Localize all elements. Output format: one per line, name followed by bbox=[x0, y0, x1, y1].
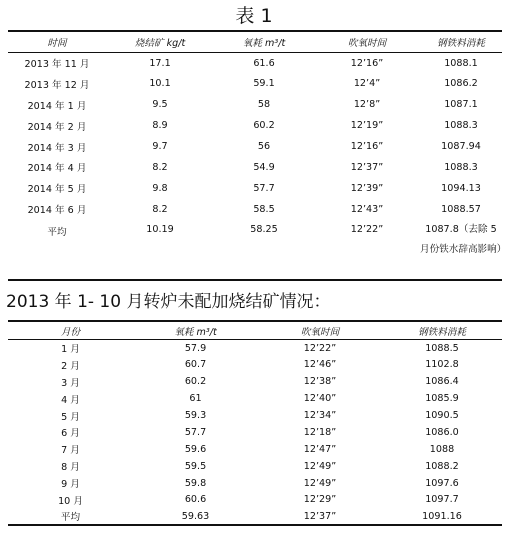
table2-average-row bbox=[8, 508, 502, 525]
table1-cell: 12’4” bbox=[353, 78, 381, 90]
table1-cell: 12’19” bbox=[350, 120, 384, 132]
table1-row bbox=[8, 94, 502, 115]
table2-cell: 1085.9 bbox=[425, 393, 459, 405]
table2-cell: 12’49” bbox=[303, 460, 337, 472]
table1-cell: 2013 年 12 月 bbox=[24, 79, 90, 91]
table1-cell: 1088.3 bbox=[444, 120, 478, 132]
table1-cell: 1088.3 bbox=[444, 161, 478, 173]
table1-cell: 58 bbox=[257, 99, 271, 111]
table1-cell: 1086.2 bbox=[444, 78, 478, 90]
table1-cell: 2014 年 3 月 bbox=[27, 142, 87, 154]
table1-cell: 54.9 bbox=[253, 161, 275, 173]
table2-cell: 60.2 bbox=[184, 376, 207, 388]
table2-row bbox=[8, 390, 502, 407]
table1-row bbox=[8, 53, 502, 74]
table1-cell: 9.8 bbox=[152, 182, 168, 194]
table2-cell: 59.6 bbox=[184, 443, 207, 455]
table1-row bbox=[8, 157, 502, 178]
table1-cell: 9.5 bbox=[152, 99, 168, 111]
table1-header-row bbox=[8, 31, 502, 53]
table1-cell: 12’8” bbox=[353, 99, 381, 111]
table1-cell: 1088.57 bbox=[441, 203, 481, 215]
table1-average-cell: 10.19 bbox=[106, 220, 214, 280]
table1-header-cell: 时间 bbox=[8, 31, 106, 53]
table2-cell: 6 月 bbox=[61, 428, 80, 440]
table2-cell: 12’29” bbox=[303, 494, 337, 506]
table1-cell: 10.1 bbox=[149, 78, 171, 90]
table2-header-cell: 钢铁料消耗 bbox=[382, 321, 502, 340]
table2-cell: 12’34” bbox=[303, 410, 337, 421]
table1-row bbox=[8, 136, 502, 157]
table2-cell: 12’46” bbox=[303, 359, 337, 371]
table2-cell: 4 月 bbox=[61, 394, 80, 406]
table2-header-cell: 月份 bbox=[8, 321, 133, 340]
table1-header-cell: 烧结矿 kg/t bbox=[106, 31, 214, 53]
table1-cell: 56 bbox=[257, 141, 271, 152]
table2-header-row bbox=[8, 321, 502, 340]
table1-cell: 1087.94 bbox=[441, 141, 481, 152]
table2-cell: 59.3 bbox=[184, 410, 207, 421]
table2-cell: 1097.6 bbox=[425, 477, 459, 489]
table2-cell: 57.7 bbox=[184, 426, 207, 438]
table1-cell: 17.1 bbox=[149, 57, 171, 69]
table1-cell: 59.1 bbox=[253, 78, 275, 90]
table2-cell: 12’49” bbox=[303, 477, 337, 489]
table1-header-cell: 吹氧时间 bbox=[314, 31, 420, 53]
table2-cell: 1088.5 bbox=[425, 342, 459, 354]
table1-average-row bbox=[8, 220, 502, 280]
table1-average-cell: 1087.8（去除 5 月份铁水辞高影响） bbox=[420, 220, 502, 280]
table1-row bbox=[8, 199, 502, 220]
table1-cell: 2013 年 11 月 bbox=[24, 59, 90, 71]
table2-cell: 2 月 bbox=[61, 360, 80, 372]
table2-row bbox=[8, 441, 502, 458]
table2-cell: 12’18” bbox=[303, 426, 337, 438]
table2-cell: 8 月 bbox=[61, 462, 80, 474]
table2-cell: 1086.4 bbox=[425, 376, 459, 388]
table1-cell: 8.2 bbox=[152, 161, 168, 173]
table2-row bbox=[8, 475, 502, 492]
table2-row bbox=[8, 340, 502, 357]
table2-row bbox=[8, 407, 502, 424]
table2-cell: 59.5 bbox=[184, 460, 207, 472]
table2-row bbox=[8, 356, 502, 373]
table2-average-cell: 59.63 bbox=[133, 508, 258, 525]
table1-average-cell: 58.25 bbox=[214, 220, 314, 280]
table1-cell: 2014 年 4 月 bbox=[27, 163, 87, 175]
table2-cell: 1088 bbox=[429, 443, 455, 455]
table1-body bbox=[8, 53, 507, 280]
table1-cell: 9.7 bbox=[152, 141, 168, 152]
table2-body bbox=[8, 340, 502, 526]
table2-cell: 1097.7 bbox=[425, 494, 459, 506]
table1-cell: 2014 年 2 月 bbox=[27, 121, 87, 133]
table2-cell: 12’40” bbox=[303, 393, 337, 405]
table2-cell: 12’38” bbox=[303, 376, 337, 388]
table2-cell: 60.6 bbox=[184, 494, 207, 506]
table1-row bbox=[8, 115, 502, 136]
table2-cell: 5 月 bbox=[61, 411, 80, 423]
table1-cell: 58.5 bbox=[253, 203, 275, 215]
table2-header-cell: 氧耗 m³/t bbox=[133, 321, 258, 340]
table2-cell: 1090.5 bbox=[425, 410, 459, 421]
table1-cell: 12’16” bbox=[350, 57, 384, 69]
table1-header-cell: 氧耗 m³/t bbox=[214, 31, 314, 53]
table2-average-cell: 平均 bbox=[8, 508, 133, 525]
table2-cell: 7 月 bbox=[61, 445, 80, 457]
table2-header-cell: 吹氧时间 bbox=[258, 321, 382, 340]
table1-cell: 12’43” bbox=[350, 203, 384, 215]
table2-cell: 1088.2 bbox=[425, 460, 459, 472]
table2-cell: 1 月 bbox=[61, 344, 80, 356]
table1-average-cell: 12’22” bbox=[314, 220, 420, 280]
table1-row bbox=[8, 178, 502, 199]
table1-cell: 12’39” bbox=[350, 182, 384, 194]
table2-row bbox=[8, 458, 502, 475]
table1-cell: 60.2 bbox=[253, 120, 275, 132]
table2 bbox=[8, 320, 502, 526]
table2-average-cell: 1091.16 bbox=[382, 508, 502, 525]
table2-cell: 61 bbox=[189, 393, 202, 405]
table2-row bbox=[8, 373, 502, 390]
table1-cell: 12’16” bbox=[350, 141, 384, 152]
table1-row bbox=[8, 73, 502, 94]
table2-row bbox=[8, 492, 502, 509]
table2-cell: 12’22” bbox=[303, 342, 337, 354]
table1-title: 表 1 bbox=[235, 5, 273, 27]
table2-cell: 60.7 bbox=[184, 359, 207, 371]
table1-cell: 61.6 bbox=[253, 57, 275, 69]
table2-title: 2013 年 1- 10 月转炉未配加烧结矿情况： bbox=[6, 292, 331, 312]
table2-cell: 1102.8 bbox=[425, 359, 459, 371]
table1 bbox=[8, 30, 507, 281]
table1-cell: 57.7 bbox=[253, 182, 275, 194]
table1-cell: 1088.1 bbox=[444, 57, 478, 69]
table2-average-cell: 12’37” bbox=[258, 508, 382, 525]
table1-header-cell: 钢铁料消耗 bbox=[420, 31, 502, 53]
table1-cell: 2014 年 5 月 bbox=[27, 184, 87, 196]
table1-cell: 8.9 bbox=[152, 120, 168, 132]
table2-cell: 59.8 bbox=[184, 477, 207, 489]
table1-cell: 2014 年 6 月 bbox=[27, 205, 87, 217]
table2-row bbox=[8, 424, 502, 441]
table2-cell: 9 月 bbox=[61, 479, 80, 491]
table1-cell: 8.2 bbox=[152, 203, 168, 215]
table2-cell: 12’47” bbox=[303, 443, 337, 455]
table1-cell: 1094.13 bbox=[441, 182, 481, 194]
table2-cell: 3 月 bbox=[61, 377, 80, 389]
table1-cell: 1087.1 bbox=[444, 99, 478, 111]
table2-cell: 1086.0 bbox=[425, 426, 459, 438]
table2-cell: 57.9 bbox=[184, 342, 207, 354]
table2-cell: 10 月 bbox=[58, 495, 83, 507]
table1-cell: 2014 年 1 月 bbox=[27, 100, 87, 112]
table1-average-cell: 平均 bbox=[8, 220, 106, 280]
table1-cell: 12’37” bbox=[350, 161, 384, 173]
